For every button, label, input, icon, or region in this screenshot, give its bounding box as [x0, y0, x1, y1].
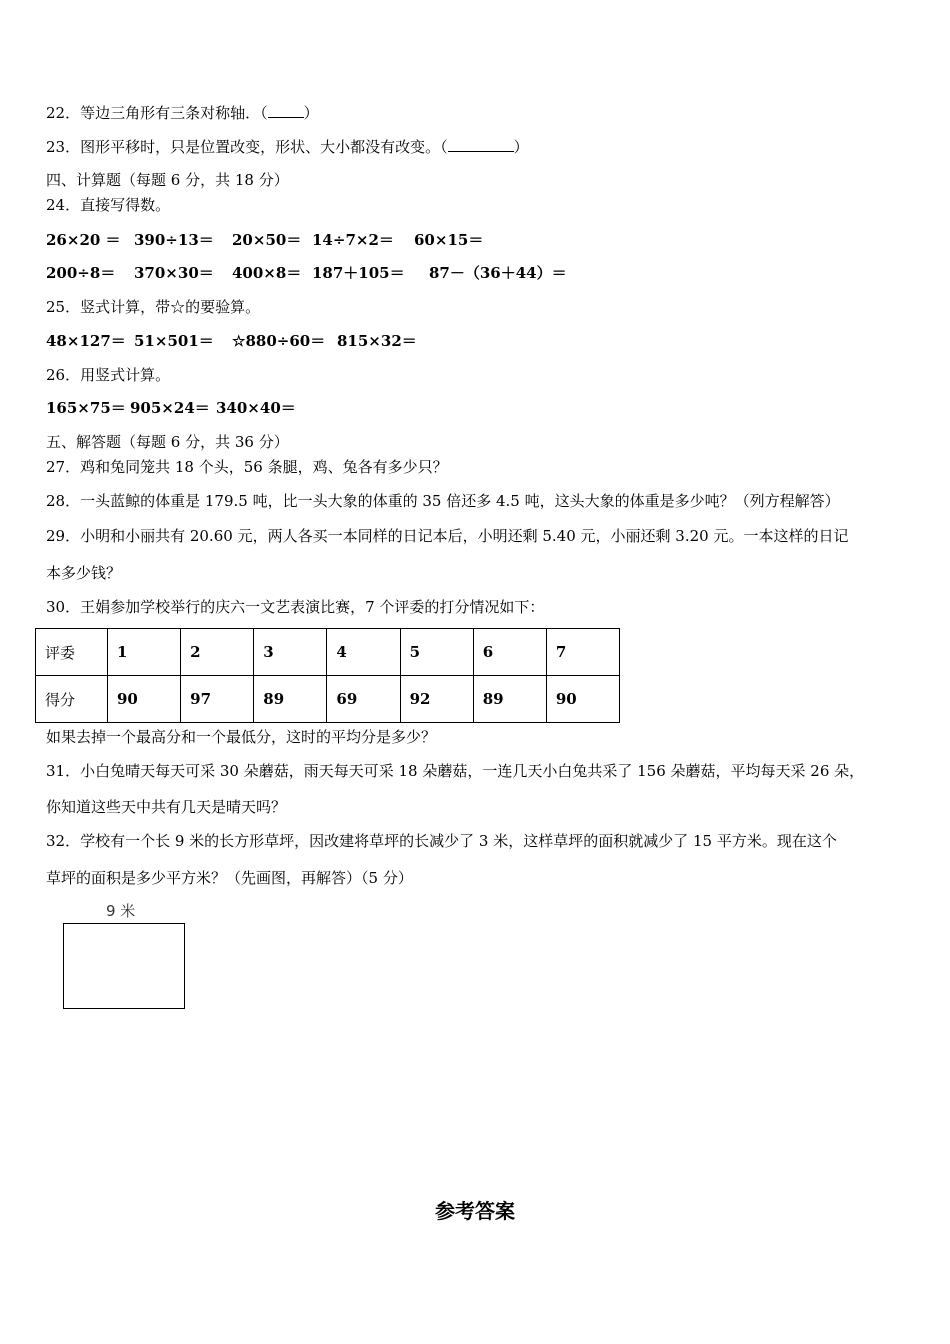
- section-5-heading: 五、解答题（每题 6 分，共 36 分）: [46, 433, 289, 451]
- table-cell: 97: [181, 676, 254, 723]
- table-cell: 69: [327, 676, 400, 723]
- question-23-text: 23．图形平移时，只是位置改变，形状、大小都没有改变。（: [46, 138, 448, 156]
- calc-item: 14÷7×2＝: [312, 231, 394, 249]
- calc-item: 200÷8＝: [46, 264, 116, 282]
- table-cell: 89: [473, 676, 546, 723]
- calc-item: 165×75＝: [46, 399, 126, 417]
- question-24-row-1: [46, 230, 483, 250]
- table-cell: 92: [400, 676, 473, 723]
- table-cell: 90: [108, 676, 181, 723]
- section-4-heading: 四、计算题（每题 6 分，共 18 分）: [46, 171, 289, 189]
- table-row-judges: [36, 629, 620, 676]
- table-cell: 4: [327, 629, 400, 676]
- calc-item: ☆880÷60＝: [232, 332, 326, 350]
- question-30-title: 30．王娟参加学校举行的庆六一文艺表演比赛，7 个评委的打分情况如下：: [46, 598, 545, 616]
- question-31-line-1: 31．小白兔晴天每天可采 30 朵蘑菇，雨天每天可采 18 朵蘑菇，一连几天小白兔共采了 156 朵蘑菇，平均每天采 26 朵，: [46, 762, 865, 780]
- table-cell: 89: [254, 676, 327, 723]
- table-header-score: 得分: [36, 676, 108, 723]
- question-32-line-2: 草坪的面积是多少平方米？（先画图，再解答）（5 分）: [46, 869, 413, 887]
- table-cell: 1: [108, 629, 181, 676]
- calc-item: 905×24＝: [130, 399, 210, 417]
- table-cell: 5: [400, 629, 473, 676]
- calc-item: 60×15＝: [414, 231, 484, 249]
- question-30-question: 如果去掉一个最高分和一个最低分，这时的平均分是多少？: [46, 728, 437, 746]
- question-24-title: 24．直接写得数。: [46, 196, 171, 214]
- calc-item: 26×20 ＝: [46, 231, 121, 249]
- answer-blank[interactable]: [448, 136, 514, 152]
- table-header-judge: 评委: [36, 629, 108, 676]
- lawn-rectangle-figure: [63, 923, 185, 1009]
- question-28: 28．一头蓝鲸的体重是 179.5 吨，比一头大象的体重的 35 倍还多 4.5 吨，这头大象的体重是多少吨？（列方程解答）: [46, 492, 840, 510]
- question-22-text: 22．等边三角形有三条对称轴．（: [46, 104, 268, 122]
- score-table: [35, 628, 620, 723]
- question-26-title: 26．用竖式计算。: [46, 366, 171, 384]
- question-23-end: ）: [513, 138, 529, 156]
- table-cell: 6: [473, 629, 546, 676]
- table-cell: 90: [546, 676, 619, 723]
- calc-item: 187＋105＝: [312, 264, 405, 282]
- question-31-line-2: 你知道这些天中共有几天是晴天吗？: [46, 798, 287, 816]
- calc-item: 400×8＝: [232, 264, 302, 282]
- rectangle-length-label: 9 米: [106, 902, 136, 920]
- question-22: [46, 102, 319, 123]
- question-25-title: 25．竖式计算，带☆的要验算。: [46, 298, 261, 316]
- question-29-line-2: 本多少钱？: [46, 564, 122, 582]
- calc-item: 87－（36＋44）＝: [429, 264, 567, 282]
- table-cell: 3: [254, 629, 327, 676]
- question-26-row: [46, 398, 296, 418]
- question-27: 27．鸡和兔同笼共 18 个头，56 条腿，鸡、兔各有多少只？: [46, 458, 448, 476]
- table-cell: 7: [546, 629, 619, 676]
- calc-item: 48×127＝: [46, 332, 126, 350]
- calc-item: 20×50＝: [232, 231, 302, 249]
- calc-item: 390÷13＝: [134, 231, 214, 249]
- question-24-row-2: [46, 263, 567, 283]
- table-row-scores: [36, 676, 620, 723]
- calc-item: 340×40＝: [216, 399, 296, 417]
- calc-item: 51×501＝: [134, 332, 214, 350]
- answer-section-title: 参考答案: [435, 1199, 515, 1223]
- question-25-row: [46, 331, 417, 351]
- calc-item: 370×30＝: [134, 264, 214, 282]
- question-23: [46, 136, 529, 157]
- table-cell: 2: [181, 629, 254, 676]
- question-29-line-1: 29．小明和小丽共有 20.60 元，两人各买一本同样的日记本后，小明还剩 5.40 元，小丽还剩 3.20 元。一本这样的日记: [46, 527, 849, 545]
- question-32-line-1: 32．学校有一个长 9 米的长方形草坪，因改建将草坪的长减少了 3 米，这样草坪的面积就减少了 15 平方米。现在这个: [46, 832, 837, 850]
- answer-blank[interactable]: [268, 102, 304, 118]
- calc-item: 815×32＝: [337, 332, 417, 350]
- question-22-end: ）: [303, 104, 319, 122]
